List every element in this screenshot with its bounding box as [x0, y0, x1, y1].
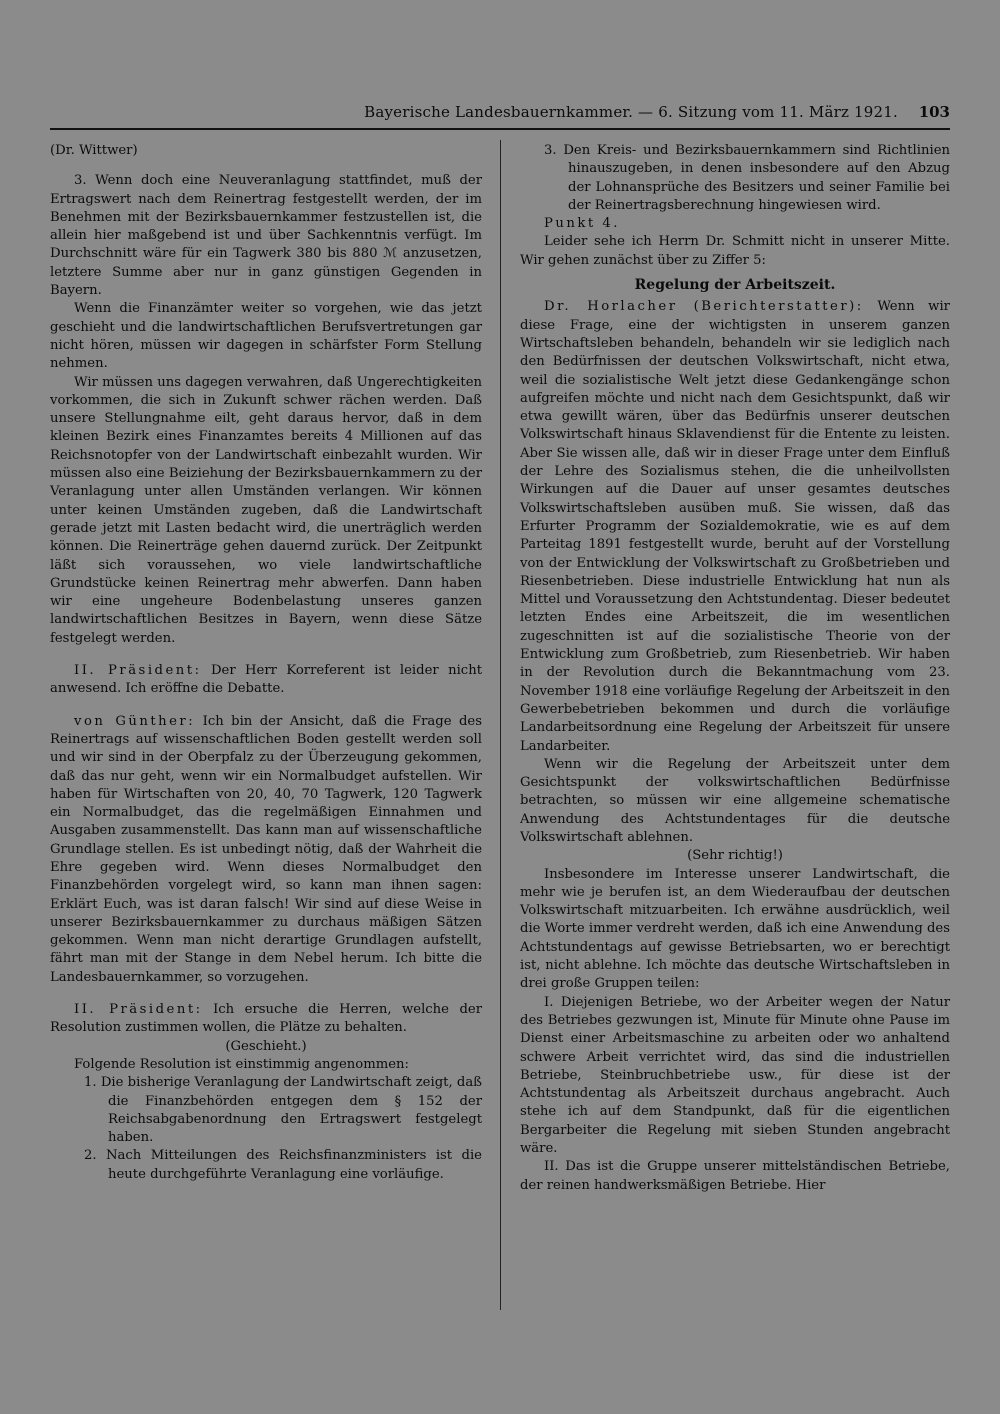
speaker-name: II. Präsident:	[74, 663, 202, 679]
paragraph	[520, 298, 950, 755]
resolution-item: 3. Den Kreis- und Bezirksbauernkammern sind Richtlinien hinauszugeben, in denen insbesondere auf den Abzug der Lohnansprüche des Besitzers und seiner Familie bei der Reinertragsberechnung hingewiesen wird.	[544, 143, 950, 213]
speaker-continuation: (Dr. Wittwer)	[50, 143, 138, 158]
left-column	[50, 142, 482, 1184]
speech-text: Ich bin der Ansicht, daß die Frage des Reinertrags auf wissenschaftlichen Boden gestellt werden soll und wir sind in der Oberpfalz zu der Überzeugung gekommen, daß das nur geht, wenn wir ein Normalbudget aufstellen. Wir haben für Wirtschaften von 20, 40, 70 Tagwerk, 120 Tagwerk ein Normalbudget, das die regelmäßigen Einnahmen und Ausgaben zusammenstellt. Das kann man auf wissenschaftliche Grundlage stellen. Es ist unbedingt nötig, daß der Wahrheit die Ehre gegeben wird. Wenn dieses Normalbudget den Finanzbehörden vorgelegt wird, so kann man ihnen sagen: Erklärt Euch, was ist daran falsch! Wir sind auf diese Weise in unserer Bezirksbauernkammer zu durchaus mäßigen Sätzen gekommen. Wenn man nicht derartige Grundlagen aufstellt, fährt man mit der Stange in dem Nebel herum. Ich bitte die Landesbauernkammer, so vorzugehen.	[50, 713, 482, 985]
paragraph	[50, 1001, 482, 1038]
paragraph: Insbesondere im Interesse unserer Landwirtschaft, die mehr wie je berufen ist, an dem Wiederaufbau der deutschen Volkswirtschaft mitzuarbeiten. Ich erwähne ausdrücklich, weil die Worte immer verdreht werden, daß ich eine Anwendung des Achtstundentags auf gewisse Betriebsarten, wo er berechtigt ist, nicht ablehne. Ich möchte das deutsche Wirtschaftsleben in drei große Gruppen teilen:	[520, 866, 950, 992]
section-heading: Regelung der Arbeitszeit.	[634, 277, 836, 294]
paragraph: Wir müssen uns dagegen verwahren, daß Ungerechtigkeiten vorkommen, die sich in Zukunft schwer rächen werden. Daß unsere Stellungnahme eilt, geht daraus hervor, daß in dem kleinen Bezirk eines Finanzamtes bereits 4 Millionen auf das Reichsnotopfer von der Landwirtschaft einbezahlt wurden. Wir müssen also eine Beiziehung der Bezirksbauernkammern zu der Veranlagung unter allen Umständen verlangen. Wir können unter keinen Umständen zugeben, daß die Landwirtschaft gerade jetzt mit Lasten bedacht wird, die unerträglich werden können. Die Reinerträge gehen dauernd zurück. Der Zeitpunkt läßt sich voraussehen, wo viele landwirtschaftliche Grundstücke keinen Reinertrag mehr abwerfen. Dann haben wir eine ungeheure Bodenbelastung unseres ganzen landwirtschaftlichen Besitzes in Bayern, wenn diese Sätze festgelegt werden.	[50, 374, 482, 646]
running-title: Bayerische Landesbauernkammer. — 6. Sitzung vom 11. März 1921.	[364, 103, 898, 121]
resolution-item: 2. Nach Mitteilungen des Reichsfinanzministers ist die heute durchgeführte Veranlagung eine vorläufige.	[84, 1148, 482, 1182]
speaker-name: II. Präsident:	[74, 1002, 203, 1018]
interjection: (Geschieht.)	[225, 1038, 307, 1054]
paragraph	[50, 662, 482, 699]
paragraph: Wenn wir die Regelung der Arbeitszeit unter dem Gesichtspunkt der volkswirtschaftlichen Bedürfnisse betrachten, so müssen wir eine allgemeine schematische Anwendung des Achtstundentages für die deutsche Volkswirtschaft ablehnen.	[520, 756, 950, 845]
paragraph: 3. Wenn doch eine Neuveranlagung stattfindet, muß der Ertragswert nach dem Reinertrag festgestellt werden, der im Benehmen mit der Bezirksbauernkammer festzustellen ist, die allein hier maßgebend ist und über Sachkenntnis verfügt. Im Durchschnitt wäre für ein Tagwerk 380 bis 880 ℳ anzusetzen, letztere Summe aber nur in ganz günstigen Gegenden in Bayern.	[50, 173, 482, 299]
paragraph: I. Diejenigen Betriebe, wo der Arbeiter wegen der Natur des Betriebes gezwungen ist, Minute für Minute ohne Pause im Dienst einer Arbeitsmaschine zu arbeiten oder wo anhaltend schwere Arbeit verrichtet wird, das sind die industriellen Betriebe, Steinbruchbetriebe usw., für diese ist der Achtstundentag als Arbeitszeit durchaus angebracht. Auch stehe ich auf dem Standpunkt, daß für die eigentlichen Bergarbeiter die Regelung mit sieben Stunden angebracht wäre.	[520, 994, 950, 1157]
paragraph: Wenn die Finanzämter weiter so vorgehen, wie das jetzt geschieht und die landwirtschaftlichen Berufsvertretungen gar nicht hören, müssen wir dagegen in schärfster Form Stellung nehmen.	[50, 301, 482, 372]
page-number: 103	[918, 103, 950, 121]
speaker-name: Dr. Horlacher (Berichterstatter):	[544, 299, 864, 315]
speaker-name: von Günther:	[74, 713, 196, 729]
paragraph: Leider sehe ich Herrn Dr. Schmitt nicht in unserer Mitte. Wir gehen zunächst über zu Ziffer 5:	[520, 234, 950, 268]
column-divider	[500, 140, 501, 1310]
speech-text: Wenn wir diese Frage, eine der wichtigsten in unserem ganzen Wirtschaftsleben behandeln, behandeln wir sie lediglich nach den Bedürfnissen der deutschen Volkswirtschaft, nicht etwa, weil die sozialistische Welt jetzt diese Gedankengänge schon aufgreifen möchte und nicht nach dem Gesichtspunkt, daß wir etwa gewillt wären, über das Bedürfnis unserer deutschen Volkswirtschaft hinaus Sklavendienst für die Entente zu leisten. Aber Sie wissen alle, daß wir in dieser Frage unter dem Einfluß der Lehre des Sozialismus stehen, die die unheilvollsten Wirkungen auf die Dauer auf unser gesamtes deutsches Volkswirtschaftsleben ausüben muß. Sie wissen, daß das Erfurter Programm der Sozialdemokratie, wie es auf dem Parteitag 1891 festgestellt wurde, beruht auf der Vorstellung von der Entwicklung der Volkswirtschaft zu Großbetrieben und Riesenbetrieben. Diese industrielle Entwicklung hat nun als Mittel und Voraussetzung den Achtstundentag. Dieser bedeutet letzten Endes eine Arbeitszeit, die im wesentlichen zugeschnitten ist auf die sozialistische Theorie von der Entwicklung zum Großbetrieb, zum Riesenbetrieb. Wir haben in der Revolution durch die Bekanntmachung vom 23. November 1918 eine vorläufige Regelung der Arbeitszeit in den Gewerbebetrieben bekommen und durch die vorläufige Landarbeitsordnung eine Regelung der Arbeitszeit für unsere Landarbeiter.	[520, 299, 950, 754]
resolution-item: 1. Die bisherige Veranlagung der Landwirtschaft zeigt, daß die Finanzbehörden entgegen dem § 152 der Reichsabgabenordnung den Ertragswert festgelegt haben.	[84, 1075, 482, 1146]
interjection: (Sehr richtig!)	[687, 848, 783, 864]
paragraph: Folgende Resolution ist einstimmig angenommen:	[74, 1056, 409, 1072]
right-column	[520, 142, 950, 1195]
paragraph: II. Das ist die Gruppe unserer mittelständischen Betriebe, der reinen handwerksmäßigen Betriebe. Hier	[520, 1159, 950, 1193]
paragraph	[50, 713, 482, 987]
speech-text: Der Herr Korreferent ist leider nicht anwesend. Ich eröffne die Debatte.	[50, 663, 482, 697]
agenda-item: Punkt 4.	[544, 216, 620, 232]
page-header	[50, 103, 950, 127]
header-rule	[50, 128, 950, 130]
speech-text: Ich ersuche die Herren, welche der Resolution zustimmen wollen, die Plätze zu behalten.	[50, 1002, 482, 1036]
